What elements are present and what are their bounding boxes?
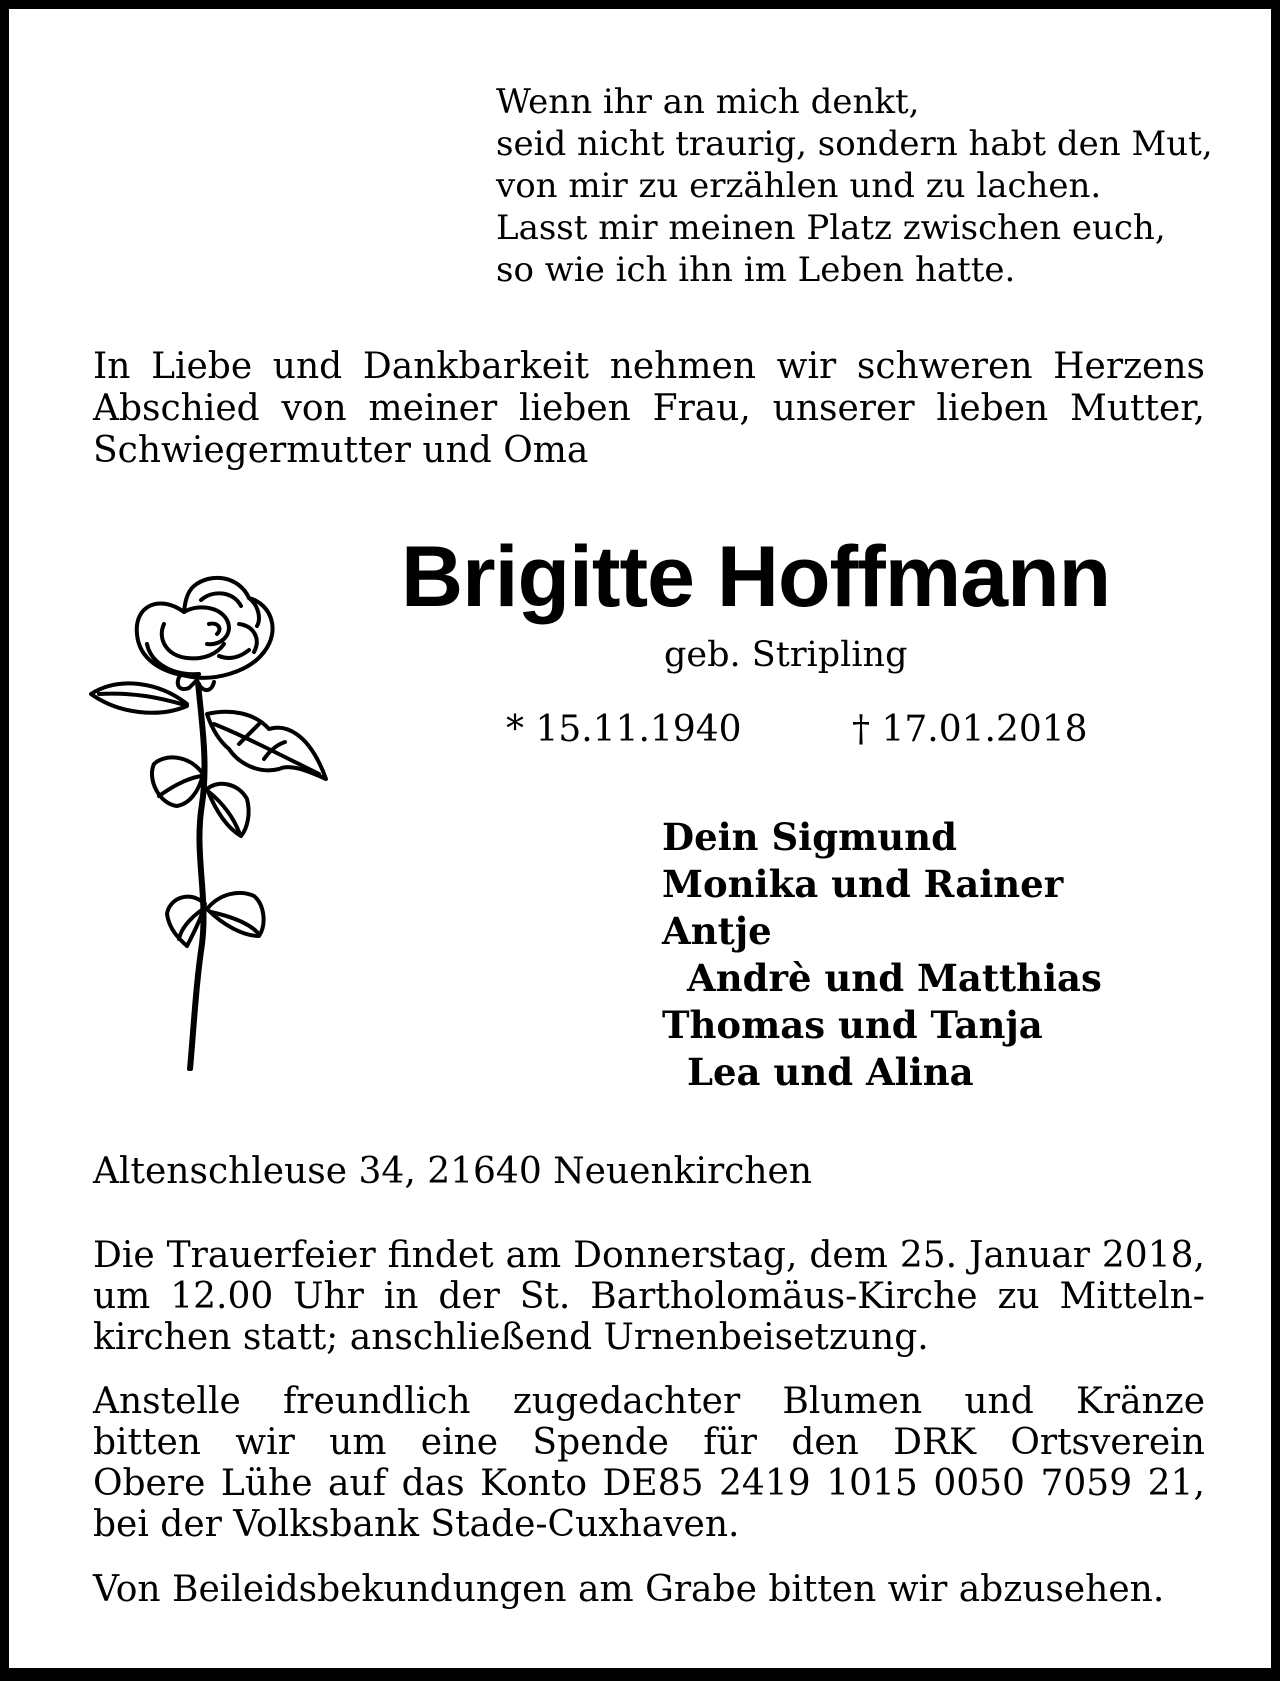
word: 0050 xyxy=(933,1463,1025,1504)
deceased-name: Brigitte Hoffmann xyxy=(401,529,1111,625)
word: um xyxy=(329,1422,387,1463)
address: Altenschleuse 34, 21640 Neuenkirchen xyxy=(93,1151,813,1192)
word: Anstelle xyxy=(93,1381,241,1422)
maiden-name: geb. Stripling xyxy=(664,635,908,675)
poem-line: von mir zu erzählen und zu lachen. xyxy=(496,166,1102,206)
word: 1015 xyxy=(826,1463,918,1504)
word: 2419 xyxy=(719,1463,811,1504)
word: und xyxy=(272,346,343,387)
poem-line: Lasst mir meinen Platz zwischen euch, xyxy=(496,208,1166,248)
word: für xyxy=(703,1422,757,1463)
family-member: Antje xyxy=(662,909,772,953)
closing-line: Von Beileidsbekundungen am Grabe bitten wir abzusehen. xyxy=(93,1569,1165,1610)
funeral-line xyxy=(93,1276,1205,1317)
word: Dankbarkeit xyxy=(362,346,590,387)
word: freundlich xyxy=(282,1381,471,1422)
word: 2018, xyxy=(1101,1235,1205,1276)
word: lieben xyxy=(936,388,1049,429)
poem xyxy=(496,81,1213,291)
death-date: † 17.01.2018 xyxy=(852,709,1088,750)
family-list xyxy=(662,814,1102,1096)
funeral-line: kirchen statt; anschließend Urnenbeisetzung. xyxy=(93,1317,929,1358)
word: Mitteln- xyxy=(1059,1276,1205,1317)
family-member: Lea und Alina xyxy=(687,1050,974,1094)
closing-note xyxy=(93,1569,1205,1610)
word: findet xyxy=(387,1235,494,1276)
word: St. xyxy=(519,1276,571,1317)
intro-text xyxy=(93,346,1205,472)
word: Donnerstag, xyxy=(573,1235,798,1276)
word: meiner xyxy=(368,388,498,429)
word: und xyxy=(964,1381,1034,1422)
word: Spende xyxy=(532,1422,669,1463)
donation-line xyxy=(93,1381,1205,1422)
word: unserer xyxy=(772,388,915,429)
funeral-line xyxy=(93,1235,1205,1276)
word: nehmen xyxy=(609,346,756,387)
word: in xyxy=(383,1276,419,1317)
intro-line xyxy=(93,346,1205,388)
word: Januar xyxy=(969,1235,1090,1276)
word: Bartholomäus-Kirche xyxy=(590,1276,978,1317)
word: lieben xyxy=(518,388,631,429)
donation-notice xyxy=(93,1381,1205,1545)
word: eine xyxy=(420,1422,499,1463)
poem-line: Wenn ihr an mich denkt, xyxy=(496,82,920,122)
word: DRK xyxy=(893,1422,977,1463)
word: Kränze xyxy=(1075,1381,1205,1422)
intro-line: Schwiegermutter und Oma xyxy=(93,430,589,471)
word: Abschied xyxy=(93,388,260,429)
word: auf xyxy=(328,1463,387,1504)
word: den xyxy=(791,1422,859,1463)
word: dem xyxy=(809,1235,888,1276)
word: Konto xyxy=(480,1463,588,1504)
donation-line xyxy=(93,1422,1205,1463)
donation-line xyxy=(93,1463,1205,1504)
family-member: Thomas und Tanja xyxy=(662,1003,1043,1047)
word: Blumen xyxy=(782,1381,923,1422)
intro-line xyxy=(93,388,1205,430)
word: Frau, xyxy=(652,388,751,429)
word: Mutter, xyxy=(1069,388,1205,429)
word: Ortsverein xyxy=(1010,1422,1205,1463)
word: um xyxy=(93,1276,151,1317)
word: am xyxy=(505,1235,562,1276)
funeral-notice xyxy=(93,1235,1205,1358)
word: 12.00 xyxy=(170,1276,274,1317)
word: Uhr xyxy=(293,1276,364,1317)
word: bitten xyxy=(93,1422,201,1463)
word: zugedachter xyxy=(512,1381,741,1422)
family-member: Monika und Rainer xyxy=(662,862,1064,906)
word: wir xyxy=(235,1422,295,1463)
word: In xyxy=(93,346,131,387)
word: 21, xyxy=(1147,1463,1205,1504)
donation-line: bei der Volksbank Stade-Cuxhaven. xyxy=(93,1504,740,1545)
word: Obere xyxy=(93,1463,206,1504)
word: Die xyxy=(93,1235,155,1276)
rose-icon xyxy=(89,564,359,1074)
word: der xyxy=(438,1276,500,1317)
word: DE85 xyxy=(602,1463,704,1504)
word: zu xyxy=(997,1276,1040,1317)
word: wir xyxy=(776,346,837,387)
poem-line: so wie ich ihn im Leben hatte. xyxy=(496,250,1016,290)
family-member: Dein Sigmund xyxy=(662,815,957,859)
word: von xyxy=(281,388,347,429)
word: Herzens xyxy=(1053,346,1205,387)
word: Lühe xyxy=(220,1463,313,1504)
family-member: Andrè und Matthias xyxy=(687,956,1102,1000)
word: 25. xyxy=(899,1235,958,1276)
word: das xyxy=(401,1463,465,1504)
poem-line: seid nicht traurig, sondern habt den Mut, xyxy=(496,124,1213,164)
word: 7059 xyxy=(1040,1463,1133,1504)
birth-date: * 15.11.1940 xyxy=(506,709,742,750)
word: Liebe xyxy=(151,346,253,387)
word: schweren xyxy=(856,346,1033,387)
word: Trauerfeier xyxy=(166,1235,376,1276)
